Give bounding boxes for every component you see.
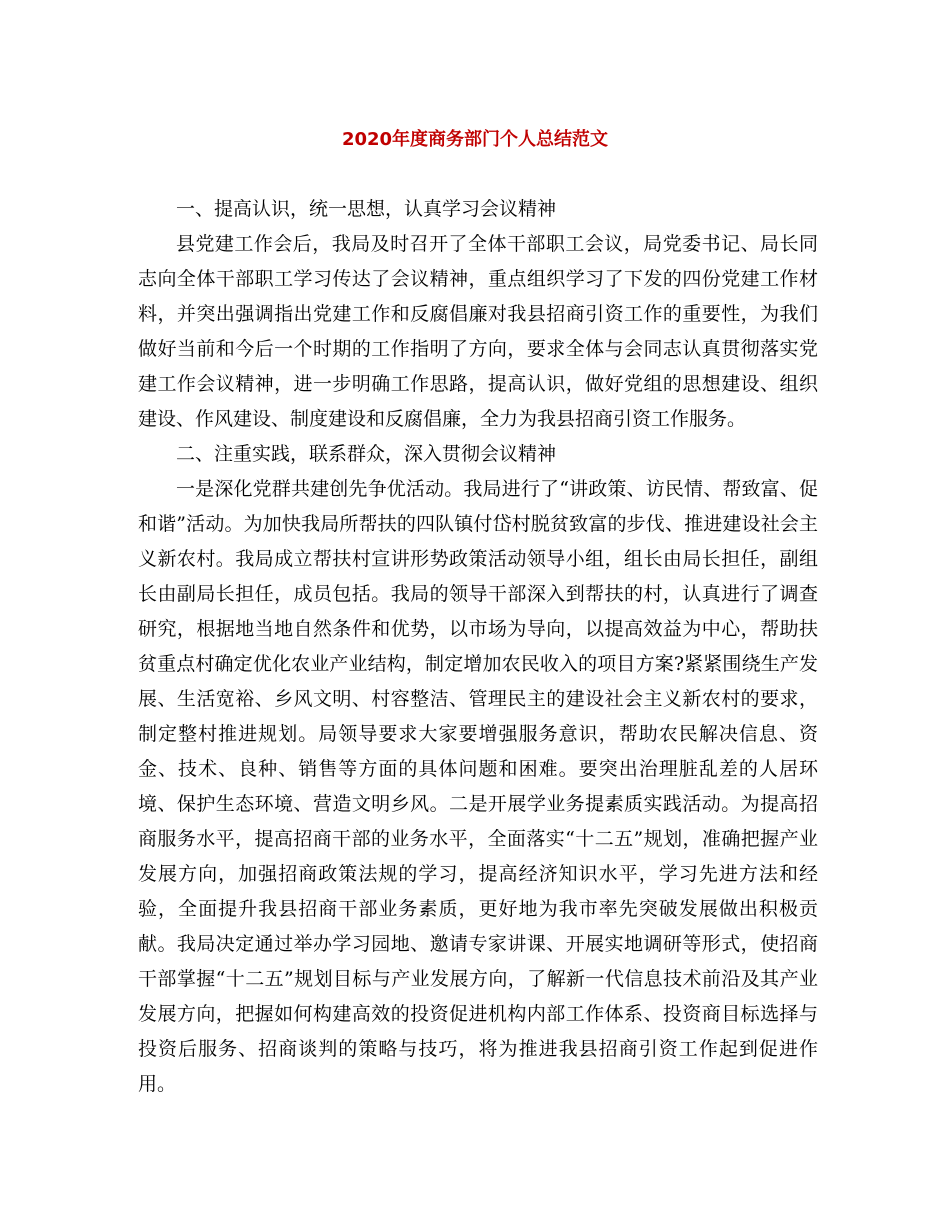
section-paragraph-2: 一是深化党群共建创先争优活动。我局进行了“讲政策、访民情、帮致富、促和谐”活动。为加快我局所帮扶的四队镇付岱村脱贫致富的步伐、推进建设社会主义新农村。我局成立帮扶村宣讲形势政策活动领导小组，组长由局长担任，副组长由副局长担任，成员包括。我局的领导干部深入到帮扶的村，认真进行了调查研究，根据地当地自然条件和优势，以市场为导向，以提高效益为中心，帮助扶贫重点村确定优化农业产业结构，制定增加农民收入的项目方案?紧紧围绕生产发展、生活宽裕、乡风文明、村容整洁、管理民主的建设社会主义新农村的要求，制定整村推进规划。局领导要求大家要增强服务意识，帮助农民解决信息、资金、技术、良种、销售等方面的具体问题和困难。要突出治理脏乱差的人居环境、保护生态环境、营造文明乡风。二是开展学业务提素质实践活动。为提高招商服务水平，提高招商干部的业务水平，全面落实“十二五”规划，准确把握产业发展方向，加强招商政策法规的学习，提高经济知识水平，学习先进方法和经验，全面提升我县招商干部业务素质，更好地为我市率先突破发展做出积极贡献。我局决定通过举办学习园地、邀请专家讲课、开展实地调研等形式，使招商干部掌握“十二五”规划目标与产业发展方向，了解新一代信息技术前沿及其产业发展方向，把握如何构建高效的投资促进机构内部工作体系、投资商目标选择与投资后服务、招商谈判的策略与技巧，将为推进我县招商引资工作起到促进作用。 [138, 478, 818, 1095]
section-paragraph-1: 县党建工作会后，我局及时召开了全体干部职工会议，局党委书记、局长同志向全体干部职工学习传达了会议精神，重点组织学习了下发的四份党建工作材料，并突出强调指出党建工作和反腐倡廉对我县招商引资工作的重要性，为我们做好当前和今后一个时期的工作指明了方向，要求全体与会同志认真贯彻落实党建工作会议精神，进一步明确工作思路，提高认识，做好党组的思想建设、组织建设、作风建设、制度建设和反腐倡廉，全力为我县招商引资工作服务。 [138, 233, 818, 430]
document-title: 2020年度商务部门个人总结范文 [341, 129, 609, 150]
section-heading-2: 二、注重实践，联系群众，深入贯彻会议精神 [176, 443, 557, 465]
section-heading-1: 一、提高认识，统一思想，认真学习会议精神 [176, 198, 557, 220]
document-body [138, 192, 818, 1102]
